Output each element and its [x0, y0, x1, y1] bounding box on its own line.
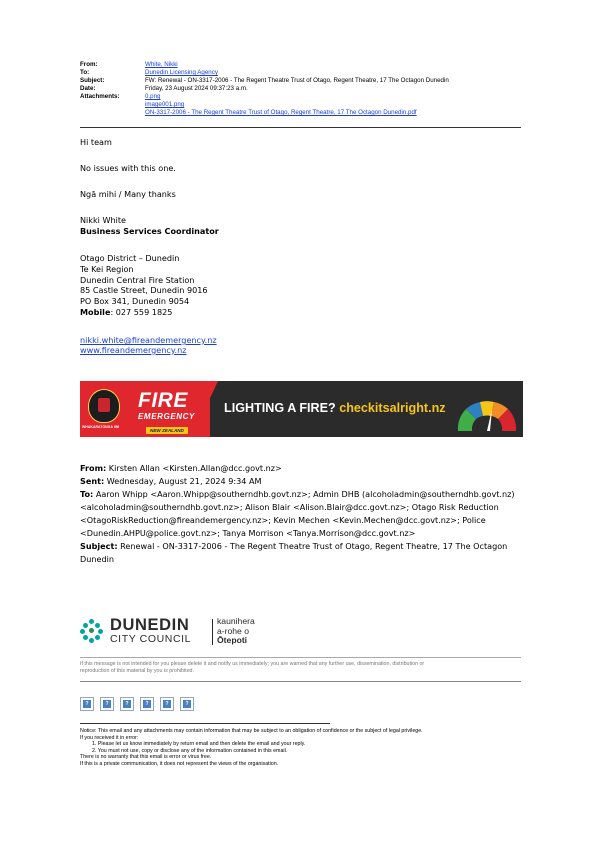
dunedin-city-council-logo — [80, 617, 270, 651]
disclaimer-line: If this message is not intended for you please delete it and notify us immediately; you are warned that any further use, dissemination, distribution or — [80, 661, 425, 667]
website-link[interactable]: www.fireandemergency.nz — [80, 345, 187, 355]
dcc-maori-line: Ōtepoti — [217, 635, 248, 645]
fwd-to-line: <alcoholadmin@southerndhb.govt.nz>; Alison Blair <Alison.Blair@dcc.govt.nz>; Otago Risk Reduction — [80, 502, 499, 512]
attachments-list — [145, 93, 495, 117]
fwd-sent-label: Sent: — [80, 476, 105, 486]
notice-line: If you received it in error: — [80, 734, 139, 741]
fwd-from-label: From: — [80, 463, 107, 473]
disclaimer-line: reproduction of this material by you is prohibited. — [80, 667, 194, 674]
broken-image-icon: ? — [80, 697, 94, 711]
address-line: 85 Castle Street, Dunedin 9016 — [80, 285, 208, 295]
subject-value: FW: Renewal - ON-3317-2006 - The Regent Theatre Trust of Otago, Regent Theatre, 17 The Octagon Dunedin — [145, 77, 449, 84]
email-header — [80, 61, 495, 117]
address-line: Dunedin Central Fire Station — [80, 275, 195, 285]
fwd-sent-line — [80, 476, 262, 487]
banner-fire-text: FIRE — [138, 389, 188, 412]
fwd-from-line — [80, 463, 282, 474]
broken-image-icon: ? — [140, 697, 154, 711]
email-link[interactable]: nikki.white@fireandemergency.nz — [80, 335, 217, 345]
signature-title: Business Services Coordinator — [80, 226, 219, 236]
disclaimer-divider — [80, 657, 521, 658]
to-label: To: — [80, 69, 90, 76]
fwd-to-line: <Dunedin.AHPU@police.govt.nz>; Tanya Morrison <Tanya.Morrison@dcc.govt.nz> — [80, 528, 416, 538]
attachment-link[interactable]: ON-3317-2006 - The Regent Theatre Trust of Otago, Regent Theatre, 17 The Octagon Dunedin.pdf — [145, 109, 417, 116]
banner-emergency-text: EMERGENCY — [138, 412, 195, 421]
address-line: PO Box 341, Dunedin 9054 — [80, 296, 190, 306]
attachment-link[interactable]: image001.png — [145, 101, 185, 108]
crest-icon — [88, 389, 120, 423]
signature-name: Nikki White — [80, 215, 127, 225]
notice-line: There is no warranty that this email is error or virus free. — [80, 754, 212, 761]
disclaimer-bottom-divider — [80, 681, 521, 682]
fwd-from-value: Kirsten Allan <Kirsten.Allan@dcc.govt.nz> — [106, 463, 282, 473]
broken-image-row — [80, 697, 194, 711]
from-label: From: — [80, 61, 98, 68]
fwd-sent-value: Wednesday, August 21, 2024 9:34 AM — [104, 476, 262, 486]
tagline-part1: LIGHTING A FIRE? — [224, 401, 340, 415]
mobile-value: : 027 559 1825 — [110, 307, 173, 317]
fwd-subject-value: Renewal - ON-3317-2006 - The Regent Theatre Trust of Otago, Regent Theatre, 17 The Octagon — [117, 541, 508, 551]
notice-line: If this is a private communication, it does not represent the views of the organisation. — [80, 760, 279, 767]
tagline-part2: checkitsalright.nz — [339, 401, 446, 415]
fwd-to-line — [80, 489, 515, 500]
greeting: Hi team — [80, 137, 112, 147]
dcc-logo-line1: DUNEDIN — [110, 616, 190, 634]
notice-block — [80, 728, 520, 768]
fwd-subject-line — [80, 541, 507, 552]
notice-divider — [80, 723, 330, 724]
subject-label: Subject: — [80, 77, 105, 84]
fire-emergency-banner[interactable] — [80, 381, 523, 437]
dcc-logo-icon — [80, 619, 104, 643]
banner-tagline — [224, 401, 446, 415]
dcc-maori-line: kaunihera — [217, 616, 255, 626]
mobile-line — [80, 307, 172, 318]
to-link[interactable]: Dunedin Licensing Agency — [145, 69, 218, 76]
crest-label: WHAKARATONGA IWI — [82, 425, 120, 429]
notice-line: 2. You must not use, copy or disclose any of the information contained in this email. — [92, 747, 288, 754]
address-line: Te Kei Region — [80, 264, 134, 274]
fwd-to-line: <OtagoRiskReduction@fireandemergency.nz>; Kevin Mechen <Kevin.Mechen@dcc.govt.nz>; Police — [80, 515, 486, 525]
dcc-maori-line: a-rohe o — [217, 625, 250, 636]
fwd-to-value: Aaron Whipp <Aaron.Whipp@southerndhb.govt.nz>; Admin DHB (alcoholadmin@southerndhb.govt.nz) — [93, 489, 515, 499]
broken-image-icon: ? — [160, 697, 174, 711]
attachments-label: Attachments: — [80, 93, 120, 100]
fwd-subject-label: Subject: — [80, 541, 118, 551]
broken-image-icon: ? — [180, 697, 194, 711]
from-link[interactable]: White, Nikki — [145, 61, 178, 68]
notice-line: 1. Please let us know immediately by return email and then delete the email and your reply. — [92, 741, 306, 748]
header-divider — [80, 127, 521, 128]
mobile-label: Mobile — [80, 307, 111, 317]
message-line: No issues with this one. — [80, 163, 176, 173]
dcc-logo-line2: CITY COUNCIL — [110, 633, 192, 645]
fwd-subject-line: Dunedin — [80, 554, 114, 564]
thanks-line: Ngā mihi / Many thanks — [80, 189, 176, 199]
banner-slant — [192, 381, 218, 437]
date-value: Friday, 23 August 2024 09:37:23 a.m. — [145, 85, 248, 92]
broken-image-icon: ? — [120, 697, 134, 711]
fwd-to-label: To: — [80, 489, 94, 499]
broken-image-icon: ? — [100, 697, 114, 711]
notice-line: Notice: This email and any attachments may contain information that may be subject to an obligation of confidence or the subject of legal privilege. — [80, 728, 423, 734]
dcc-logo-maori — [217, 617, 255, 646]
date-label: Date: — [80, 85, 96, 92]
dcc-logo-divider — [212, 619, 213, 645]
attachment-link[interactable]: 0.png — [145, 93, 161, 100]
fire-danger-gauge-icon — [452, 387, 522, 433]
disclaimer-text — [80, 661, 520, 674]
address-line: Otago District – Dunedin — [80, 253, 180, 263]
banner-nz-text: NEW ZEALAND — [146, 427, 188, 434]
